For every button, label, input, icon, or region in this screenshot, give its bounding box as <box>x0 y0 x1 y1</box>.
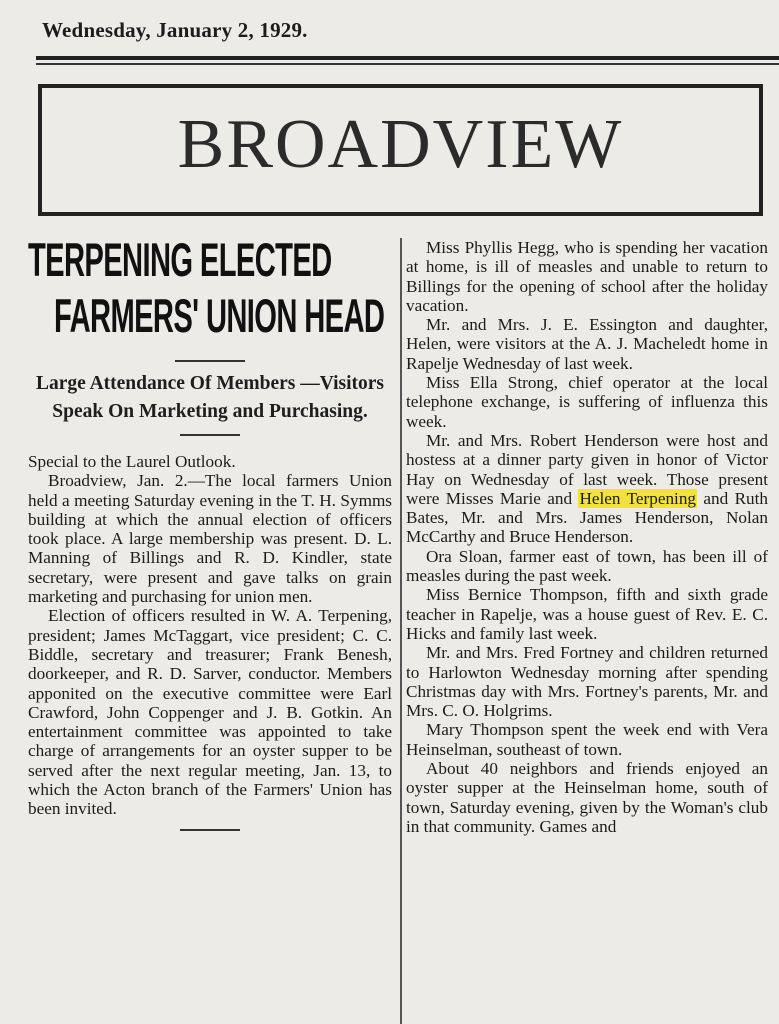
news-item: Mary Thompson spent the week end with Vera Heinselman, southeast of town. <box>406 720 768 759</box>
article-paragraph: Broadview, Jan. 2.—The local farmers Union held a meeting Saturday evening in the T. H. Symms building at which the annual election of officers took place. A large membership was present. D. L. Manning of Billings and R. D. Kindler, state secretary, were present and gave talks on grain marketing and purchasing for union men. <box>28 471 392 607</box>
news-item: Mr. and Mrs. J. E. Essington and daughter, Helen, were visitors at the A. J. Macheledt home in Rapelje Wednesday of last week. <box>406 315 768 373</box>
dateline: Special to the Laurel Outlook. <box>28 452 236 471</box>
header-rule <box>36 56 779 60</box>
article-headline <box>28 232 394 344</box>
masthead-title: BROADVIEW <box>177 106 624 183</box>
right-column <box>406 238 768 836</box>
article-paragraph: Election of officers resulted in W. A. Terpening, president; James McTaggart, vice president; C. C. Biddle, secretary and treasurer; Frank Benesh, doorkeeper, and R. D. Sarver, conductor. Members apponited on the executive committee were Earl Crawford, John Coppenger and J. B. Gotkin. An entertainment committee was appointed to take charge of arrangements for an oyster supper to be served after the next regular meeting, Jan. 13, to which the Acton branch of the Farmers' Union has been invited. <box>28 606 392 819</box>
news-item: Mr. and Mrs. Fred Fortney and children returned to Harlowton Wednesday morning after spending Christmas day with Mrs. Fortney's parents, Mr. and Mrs. C. O. Holgrims. <box>406 643 768 721</box>
article-end-rule <box>180 829 240 831</box>
henderson-text-before: Mr. and Mrs. Robert Henderson were host and hostess at a dinner party given in honor of Victor Hay on Wednesday of last week. Those present were Misses Marie and <box>406 430 768 508</box>
headline-divider <box>175 360 245 362</box>
news-item: Ora Sloan, farmer east of town, has been ill of measles during the past week. <box>406 546 768 586</box>
column-divider <box>400 238 402 1024</box>
news-item: Miss Phyllis Hegg, who is spending her vacation at home, is ill of measles and unable to return to Billings for the opening of school after the holiday vacation. <box>406 238 768 315</box>
highlighted-name: Helen Terpening <box>579 488 697 508</box>
news-item: Miss Ella Strong, chief operator at the local telephone exchange, is suffering of influenza this week. <box>406 373 768 431</box>
header-rule-thin <box>36 63 779 65</box>
henderson-text-after: and Ruth Bates, Mr. and Mrs. James Henderson, Nolan McCarthy and Bruce Henderson. <box>406 488 768 547</box>
news-item: Miss Bernice Thompson, fifth and sixth grade teacher in Rapelje, was a house guest of Rev. E. C. Hicks and family last week. <box>406 585 768 643</box>
section-masthead <box>38 84 763 216</box>
article-body <box>28 452 392 819</box>
headline-line-1: TERPENING ELECTED <box>28 233 332 286</box>
subhead-divider <box>180 434 240 436</box>
page-date: Wednesday, January 2, 1929. <box>42 18 308 42</box>
headline-line-2: FARMERS' UNION HEAD <box>54 289 385 342</box>
left-column <box>28 232 392 831</box>
news-item: About 40 neighbors and friends enjoyed an oyster supper at the Heinselman home, south of town, Saturday evening, given by the Woman's club in that community. Games and <box>406 759 768 836</box>
article-subhead: Large Attendance Of Members —Visitors Speak On Marketing and Purchasing. <box>35 373 385 422</box>
news-item-henderson <box>406 431 768 547</box>
